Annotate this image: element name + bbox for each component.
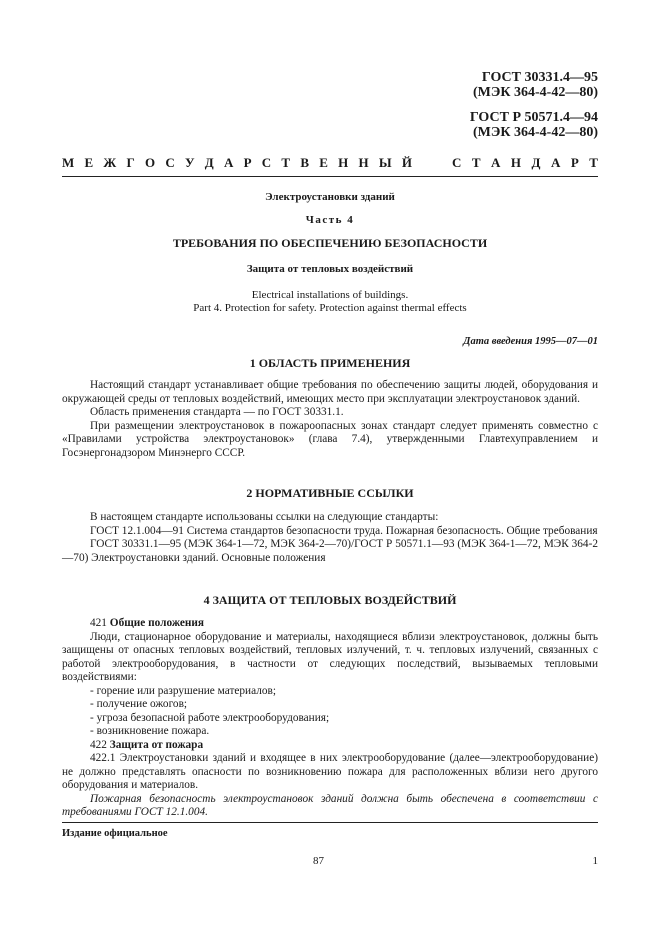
paragraph: При размещении электроустановок в пожароопасных зонах стандарт следует применять совместно с «Правилами устройства электроустановок» (глава 7.4), утвержденными Главтехуправлением и Госэнергонадзором Минэнерго СССР. (62, 419, 598, 459)
standard-type-letter: Р (570, 155, 579, 170)
standard-type-letter: А (550, 155, 561, 170)
standard-type-letter: М (62, 155, 75, 170)
list-item: - горение или разрушение материалов; (90, 684, 276, 697)
subsection-title: Защита от пожара (109, 738, 204, 751)
standard-type-letter: С (261, 155, 272, 170)
sheet-number: 1 (592, 855, 598, 867)
paragraph-italic: Пожарная безопасность электроустановок зданий должна быть обеспечена в соответствии с требованиями ГОСТ 12.1.004. (62, 792, 598, 818)
list-item: - возникновение пожара. (90, 725, 210, 737)
designation-line: ГОСТ Р 50571.4—94 (469, 110, 598, 125)
standard-type-letter: Й (401, 155, 412, 170)
standard-type-letter: В (300, 155, 309, 170)
standard-type-letter: Д (204, 155, 214, 170)
standard-type-letter: Н (358, 155, 369, 170)
standard-type-letter: Н (510, 155, 522, 170)
standard-type-letter: А (223, 155, 234, 170)
title-main: ТРЕБОВАНИЯ ПО ОБЕСПЕЧЕНИЮ БЕЗОПАСНОСТИ (172, 236, 488, 250)
paragraph: В настоящем стандарте использованы ссылки на следующие стандарты: (90, 511, 439, 523)
section-1-heading: 1 ОБЛАСТЬ ПРИМЕНЕНИЯ (249, 356, 411, 370)
standard-type-word-2 (452, 155, 598, 171)
paragraph: ГОСТ 12.1.004—91 Система стандартов безопасности труда. Пожарная безопасность. Общие требования (90, 524, 598, 537)
standard-type-letter: Е (84, 155, 94, 170)
title-group: Электроустановки зданий (265, 191, 395, 203)
list-item: - угроза безопасной работе электрооборудования; (90, 711, 330, 724)
subsection-number: 421 (90, 617, 107, 629)
list-item: - получение ожогов; (90, 698, 188, 710)
section-2-heading: 2 НОРМАТИВНЫЕ ССЫЛКИ (246, 486, 414, 500)
standard-type-letter: С (165, 155, 175, 170)
designation-line: (МЭК 364-4-42—80) (472, 125, 598, 140)
standard-type-letter: Т (589, 155, 598, 170)
intro-date: Дата введения 1995—07—01 (463, 336, 598, 347)
standard-type-letter: Н (338, 155, 349, 170)
standard-type-letter: Г (126, 155, 135, 170)
standard-type-letter: С (452, 155, 462, 170)
section-4-body (62, 617, 598, 820)
standard-type-letter: У (185, 155, 195, 170)
section-4-heading: 4 ЗАЩИТА ОТ ТЕПЛОВЫХ ВОЗДЕЙСТВИЙ (203, 593, 457, 607)
paragraph: Настоящий стандарт устанавливает общие требования по обеспечению защиты людей, оборудования и окружающей среды от тепловых воздействий, имеющих место при эксплуатации электроустановок зданий. (62, 379, 598, 405)
english-title-line: Part 4. Protection for safety. Protection against thermal effects (193, 302, 467, 314)
standard-type-word-1 (62, 155, 412, 171)
standard-type-letter: Т (471, 155, 481, 170)
subsection-number: 422 (90, 738, 107, 751)
standard-type-letter: Ж (103, 155, 117, 170)
paragraph: Область применения стандарта — по ГОСТ 30331.1. (90, 406, 344, 418)
section-2-body (62, 511, 598, 565)
standard-type-letter: Д (531, 155, 541, 170)
english-title-line: Electrical installations of buildings. (251, 289, 409, 301)
standard-type-letter: Р (243, 155, 252, 170)
subsection-422 (62, 739, 598, 753)
designation-line: ГОСТ 30331.4—95 (481, 70, 598, 85)
gost-designation-2 (470, 110, 598, 140)
standard-type-letter: Е (319, 155, 328, 170)
title-part: Часть 4 (305, 214, 355, 226)
standard-type-header (62, 155, 598, 171)
paragraph: Люди, стационарное оборудование и материалы, находящиеся вблизи электроустановок, должны быть защищены от опасных тепловых воздействий, тепловых излучений, т. ч. тепловых излучений, связанных с работой электрооборудования, в частности от следующих последствий, вызываемых тепловыми воздействиями: (62, 630, 598, 683)
edition-note: Издание официальное (62, 828, 168, 839)
paragraph: 422.1 Электроустановки зданий и входящее в них электрооборудование (далее—электрооборудование) не должно представлять опасности по возникновению пожара для расположенных вблизи него другого оборудования и материалов. (62, 752, 598, 791)
standard-type-letter: О (145, 155, 156, 170)
header-rule (62, 176, 598, 177)
standard-type-letter: А (491, 155, 501, 170)
standard-type-letter: Ы (378, 155, 392, 170)
title-english (62, 289, 598, 315)
page-number: 87 (313, 855, 324, 867)
designation-line: (МЭК 364-4-42—80) (472, 85, 598, 100)
gost-designation-1 (473, 70, 598, 100)
subsection-421 (62, 617, 598, 631)
footer-rule (62, 822, 598, 823)
subsection-title: Общие положения (109, 617, 205, 629)
standard-type-letter: Т (281, 155, 291, 170)
paragraph: ГОСТ 30331.1—95 (МЭК 364-1—72, МЭК 364-2—70)/ГОСТ Р 50571.1—93 (МЭК 364-1—72, МЭК 364-2—70) Электроустановки зданий. Основные положения (62, 538, 598, 564)
section-1-body (62, 379, 598, 460)
title-sub: Защита от тепловых воздействий (246, 263, 414, 275)
